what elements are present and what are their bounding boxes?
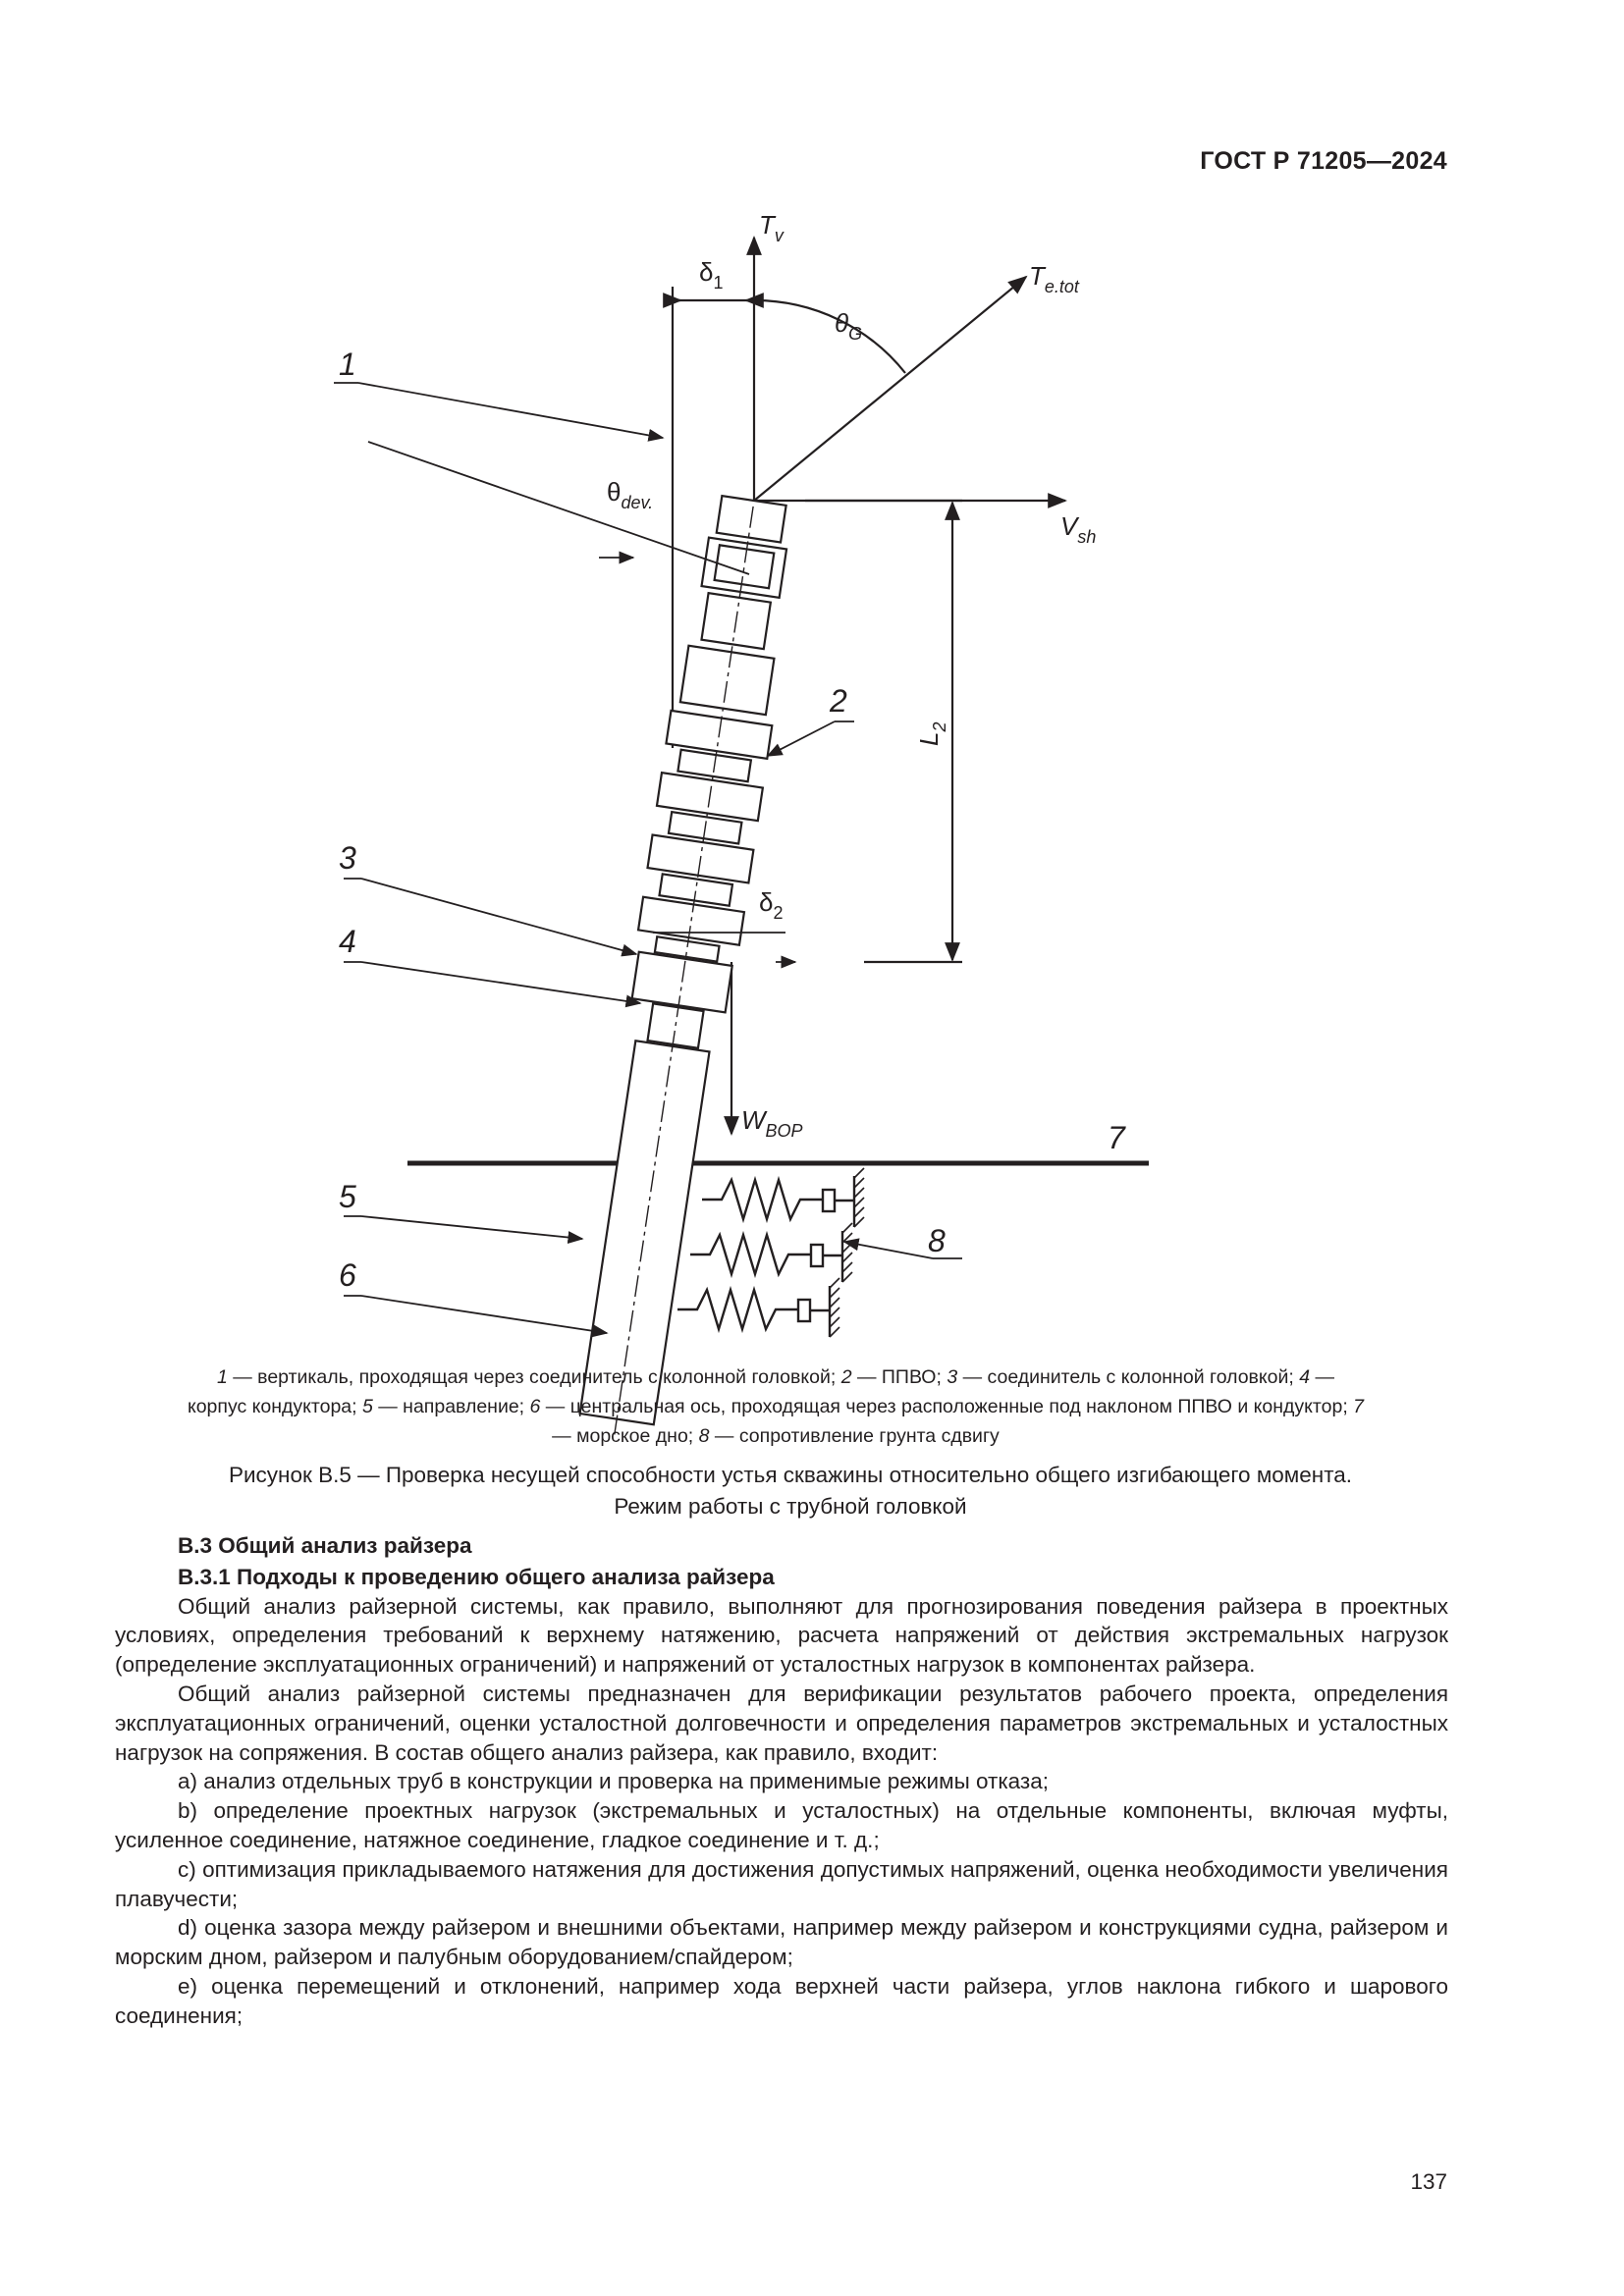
figure-caption: Рисунок В.5 — Проверка несущей способности устья скважины относительно общего изгибающего момента. Режим работы с трубной головкой	[228, 1463, 1353, 1519]
section-heading: В.3 Общий анализ райзера	[178, 1533, 472, 1558]
figure-legend: 1 — вертикаль, проходящая через соединитель с колонной головкой; 2 — ППВО; 3 — соединитель с колонной головкой; 4 — корпус кондуктора; 5 — направление; 6 — центральная ось, проходящая через расположенные под наклоном ППВО и кондуктор; 7 — морское дно; 8 — сопротивление грунта сдвигу	[187, 1366, 1365, 1447]
leader-2	[768, 721, 835, 756]
list-item-c: c) оптимизация прикладываемого натяжения для достижения допустимых напряжений, оценка необходимости увеличения плавучести;	[115, 1856, 1448, 1911]
callout-6: 6	[339, 1257, 356, 1293]
label-tv: $T_v$	[759, 210, 784, 245]
te-tot-arrow	[754, 277, 1026, 501]
bop-stack	[564, 493, 804, 1442]
leader-8	[844, 1242, 933, 1258]
callout-1: 1	[339, 347, 356, 382]
page-number: 137	[1410, 2169, 1447, 2194]
leader-5	[361, 1216, 582, 1239]
list-item-e: e) оценка перемещений и отклонений, например хода верхней части райзера, углов наклона гибкого и шарового соединения;	[115, 1973, 1448, 2028]
leader-theta-dev	[368, 442, 749, 574]
paragraph-1: Общий анализ райзерной системы, как правило, выполняют для прогнозирования поведения райзера в проектных условиях, определения требований к верхнему натяжению, расчета напряжений от действия экстремальных нагрузок (определение эксплуатационных ограничений) и напряжений от усталостных нагрузок в компонентах райзера.	[115, 1593, 1448, 1678]
leader-3	[361, 879, 636, 954]
label-theta-dev: $\theta_{dev.}$	[607, 477, 654, 512]
list-item-d: d) оценка зазора между райзером и внешними объектами, например между райзером и конструкциями судна, райзером и морским дном, райзером и палубным оборудованием/спайдером;	[115, 1915, 1448, 1970]
wellhead-diagram	[339, 210, 1257, 1345]
label-wbop: $W_{BOP}$	[741, 1105, 803, 1141]
label-delta1: $\delta_1$	[699, 257, 724, 293]
list-item-b: b) определение проектных нагрузок (экстремальных и усталостных) на отдельные компоненты, включая муфты, усиленное соединение, натяжное соединение, гладкое соединение и т. д.;	[115, 1798, 1448, 1852]
label-vsh: $V_{sh}$	[1060, 511, 1097, 547]
leader-4	[361, 962, 640, 1003]
callout-7: 7	[1108, 1120, 1125, 1155]
paragraph-2: Общий анализ райзерной системы предназначен для верификации результатов рабочего проекта, определения эксплуатационных ограничений, оценки усталостной долговечности и определения параметров экстремальных и усталостных нагрузок на сопряжения. В состав общего анализ райзера, как правило, входит:	[115, 1681, 1448, 1765]
body-text	[115, 1531, 1448, 2031]
label-delta2: $\delta_2$	[759, 887, 784, 923]
list-item-a: a) анализ отдельных труб в конструкции и проверка на применимые режимы отказа;	[178, 1769, 1050, 1794]
callout-5: 5	[339, 1179, 356, 1214]
label-theta-g: $\theta_G$	[835, 308, 863, 344]
leader-6	[361, 1296, 607, 1333]
callout-4: 4	[339, 924, 356, 959]
theta-g-arc	[754, 300, 905, 373]
soil-springs	[677, 1176, 854, 1337]
callout-8: 8	[928, 1223, 946, 1258]
subsection-heading: В.3.1 Подходы к проведению общего анализа райзера	[178, 1564, 775, 1589]
label-te-tot: $T_{e.tot}$	[1029, 261, 1079, 296]
leader-1	[358, 383, 663, 438]
callout-3: 3	[339, 840, 356, 876]
label-l2: $L_2$	[914, 721, 949, 746]
figure-b5	[339, 210, 1257, 1345]
callout-2: 2	[830, 683, 847, 719]
standard-number: ГОСТ Р 71205—2024	[1200, 147, 1447, 175]
